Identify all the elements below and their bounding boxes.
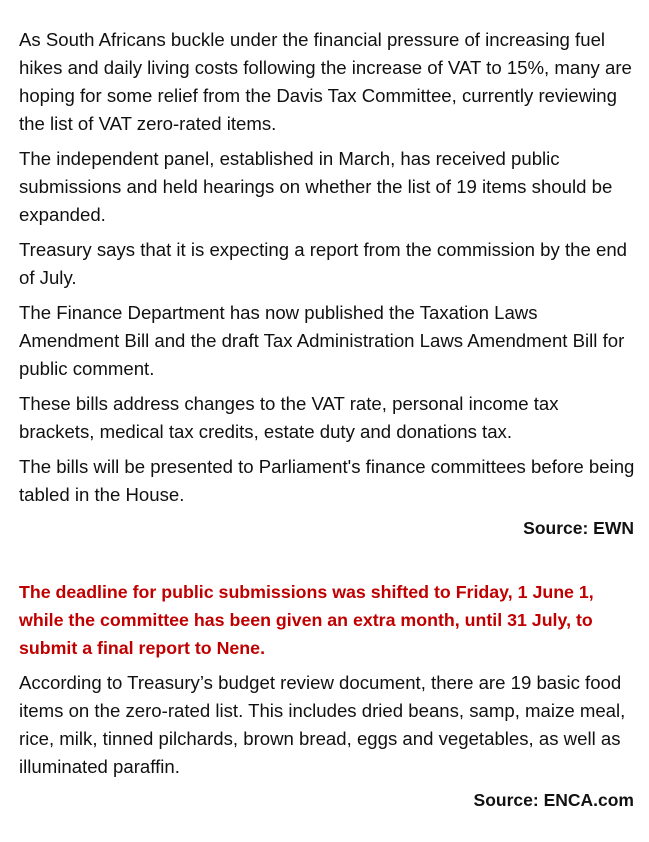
article-body (19, 26, 637, 812)
source-ewn: Source: EWN (523, 518, 634, 538)
paragraph-vat-relief: As South Africans buckle under the financial pressure of increasing fuel hikes and daily living costs following the increase of VAT to 15%, many are hoping for some relief from the Davis Tax Committee, currently reviewing the list of VAT zero-rated items. (19, 29, 632, 134)
deadline-highlight: The deadline for public submissions was shifted to Friday, 1 June 1, while the committee has been given an extra month, until 31 July, to submit a final report to Nene. (19, 582, 594, 658)
paragraph-bills-address: These bills address changes to the VAT rate, personal income tax brackets, medical tax credits, estate duty and donations tax. (19, 393, 559, 442)
paragraph-treasury-report: Treasury says that it is expecting a report from the commission by the end of July. (19, 239, 628, 288)
paragraph-independent-panel: The independent panel, established in March, has received public submissions and held hearings on whether the list of 19 items should be expanded. (19, 148, 613, 225)
paragraph-zero-rated-list: According to Treasury’s budget review document, there are 19 basic food items on the zero-rated list. This includes dried beans, samp, maize meal, rice, milk, tinned pilchards, brown bread, eggs and vegetables, as well as illuminated paraffin. (19, 672, 626, 777)
paragraph-bills-presented: The bills will be presented to Parliament's finance committees before being tabled in the House. (19, 456, 635, 505)
source-enca: Source: ENCA.com (473, 790, 634, 810)
paragraph-finance-department: The Finance Department has now published the Taxation Laws Amendment Bill and the draft Tax Administration Laws Amendment Bill for public comment. (19, 302, 625, 379)
